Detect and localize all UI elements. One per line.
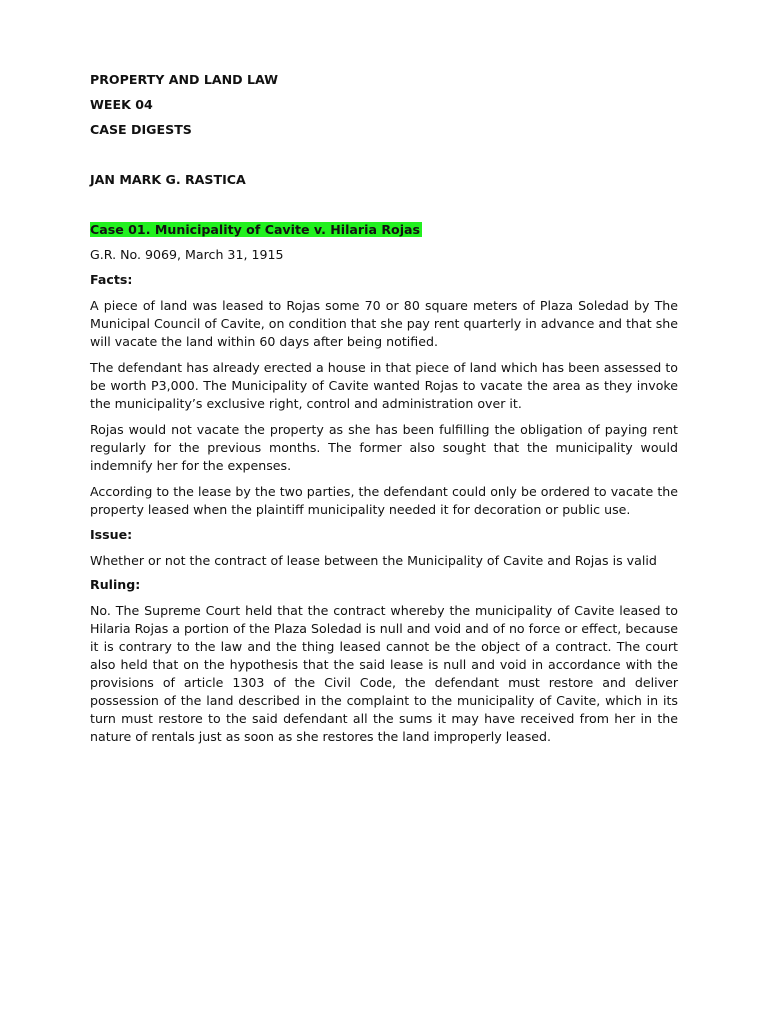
ruling-heading: Ruling: [90,577,141,592]
week-label: WEEK 04 [90,97,153,112]
document-type: CASE DIGESTS [90,122,192,137]
facts-paragraph-2: The defendant has already erected a house in that piece of land which has been assessed to be worth P3,000. The Municipality of Cavite wanted Rojas to vacate the area as they invoke the municipality’s exclusive right, control and administration over it. [90,360,678,411]
case-title-highlight: Case 01. Municipality of Cavite v. Hilaria Rojas [90,222,421,237]
ruling-text: No. The Supreme Court held that the contract whereby the municipality of Cavite leased to Hilaria Rojas a portion of the Plaza Soledad is null and void and of no force or effect, because it is contrary to the law and the thing leased cannot be the object of a contract. The court also held that on the hypothesis that the said lease is null and void in accordance with the provisions of article 1303 of the Civil Code, the defendant must restore and deliver possession of the land described in the complaint to the municipality of Cavite, which in its turn must restore to the said defendant all the sums it may have received from her in the nature of rentals just as soon as she restores the land improperly leased. [90,603,678,744]
issue-heading: Issue: [90,527,133,542]
facts-paragraph-1: A piece of land was leased to Rojas some 70 or 80 square meters of Plaza Soledad by The Municipal Council of Cavite, on condition that she pay rent quarterly in advance and that she will vacate the land within 60 days after being notified. [90,298,678,349]
facts-heading: Facts: [90,272,133,287]
case-title [90,221,678,239]
course-title: PROPERTY AND LAND LAW [90,72,279,87]
facts-paragraph-4: According to the lease by the two parties, the defendant could only be ordered to vacate the property leased when the plaintiff municipality needed it for decoration or public use. [90,484,678,517]
case-citation: G.R. No. 9069, March 31, 1915 [90,247,284,262]
facts-paragraph-3: Rojas would not vacate the property as she has been fulfilling the obligation of paying rent regularly for the previous months. The former also sought that the municipality would indemnify her for the expenses. [90,422,678,473]
issue-text: Whether or not the contract of lease between the Municipality of Cavite and Rojas is valid [90,553,657,568]
author-name: JAN MARK G. RASTICA [90,172,246,187]
